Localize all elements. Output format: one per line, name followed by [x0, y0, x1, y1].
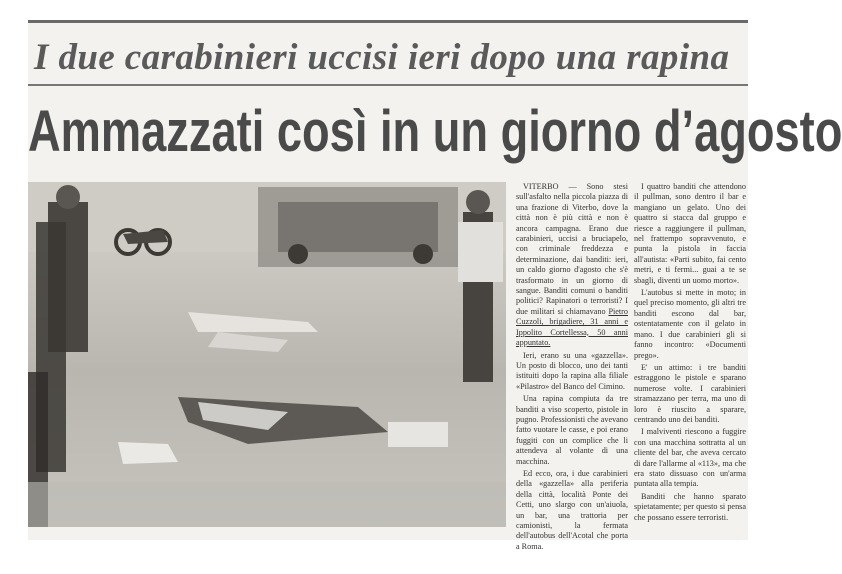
article-column-1: [516, 182, 628, 554]
paragraph: Una rapina compiuta da tre banditi a viso scoperto, pistole in pugno. Professionisti che avevano fatto vuotare le casse, e poi erano fuggiti con un complice che li attendeva al volante di una macchina.: [516, 394, 628, 466]
headline-rule: [28, 84, 748, 86]
paragraph: L'autobus si mette in moto; in quel preciso momento, gli altri tre banditi escono dal bar, ostentatamente con il gelato in mano. I due carabinieri gli si fanno incontro: «Documenti prego».: [634, 288, 746, 360]
main-headline: Ammazzati così in un giorno d’agosto: [28, 99, 842, 164]
top-rule: [28, 20, 748, 23]
kicker-headline: I due carabinieri uccisi ieri dopo una rapina: [34, 37, 730, 78]
paragraph: I malviventi riescono a fuggire con una macchina sottratta al un cliente del bar, che aveva cercato di dare l'allarme al «113», ma che era stato dissuaso con un'arma puntata alla tempia.: [634, 427, 746, 489]
news-photo: [28, 182, 506, 527]
paragraph: Ed ecco, ora, i due carabinieri della «gazzella» alla periferia della città, località Ponte dei Cetti, uno slargo con un'aiuola, un bar, una trattoria per camionisti, la fermata dell'autobus dell'Acotal che porta a Roma.: [516, 468, 628, 551]
paragraph: Banditi che hanno sparato spietatamente; per questo si pensa che possano essere terroristi.: [634, 491, 746, 522]
paragraph: VITERBO — Sono stesi sull'asfalto nella piccola piazza di una frazione di Viterbo, dove la città non è più città e non è ancora campagna. Erano due carabinieri, uccisi a bruciapelo, con criminale freddezza e determinazione, dai banditi: ieri, un caldo giorno d'agosto che s'è trasformato in un giorno di sangue. Banditi comuni o banditi politici? Rapinatori o terroristi? I due militari si chiamavano Pietro Cuzzoli, brigadiere, 31 anni e Ippolito Cortellessa, 50 anni appuntato.: [516, 182, 628, 348]
paragraph: E' un attimo: i tre banditi estraggono le pistole e sparano numerose volte. I carabinieri stramazzano per terra, ma uno di loro è riuscito a sparare, centrando uno dei banditi.: [634, 362, 746, 424]
victims-names: Pietro Cuzzoli, brigadiere, 31 anni e Ippolito Cortellessa, 50 anni appuntato.: [516, 306, 628, 348]
crime-scene-photo: [28, 182, 506, 527]
paragraph: I quattro banditi che attendono il pullman, sono dentro il bar e mangiano un gelato. Uno dei quattro si stacca dal gruppo e riesce a raggiungere il pullman, nel frattempo sopravvenuto, e punta la pistola in faccia all'autista: «Parti subito, fai cento metri, e ti fermi... guai a te se sbagli, diventi un uomo morto».: [634, 182, 746, 285]
article-column-2: [634, 182, 746, 525]
newspaper-clipping: [28, 20, 842, 551]
paragraph: Ieri, erano su una «gazzella». Un posto di blocco, uno dei tanti istituiti dopo la rapina alla filiale «Pilastro» del Banco del Cimino.: [516, 350, 628, 391]
